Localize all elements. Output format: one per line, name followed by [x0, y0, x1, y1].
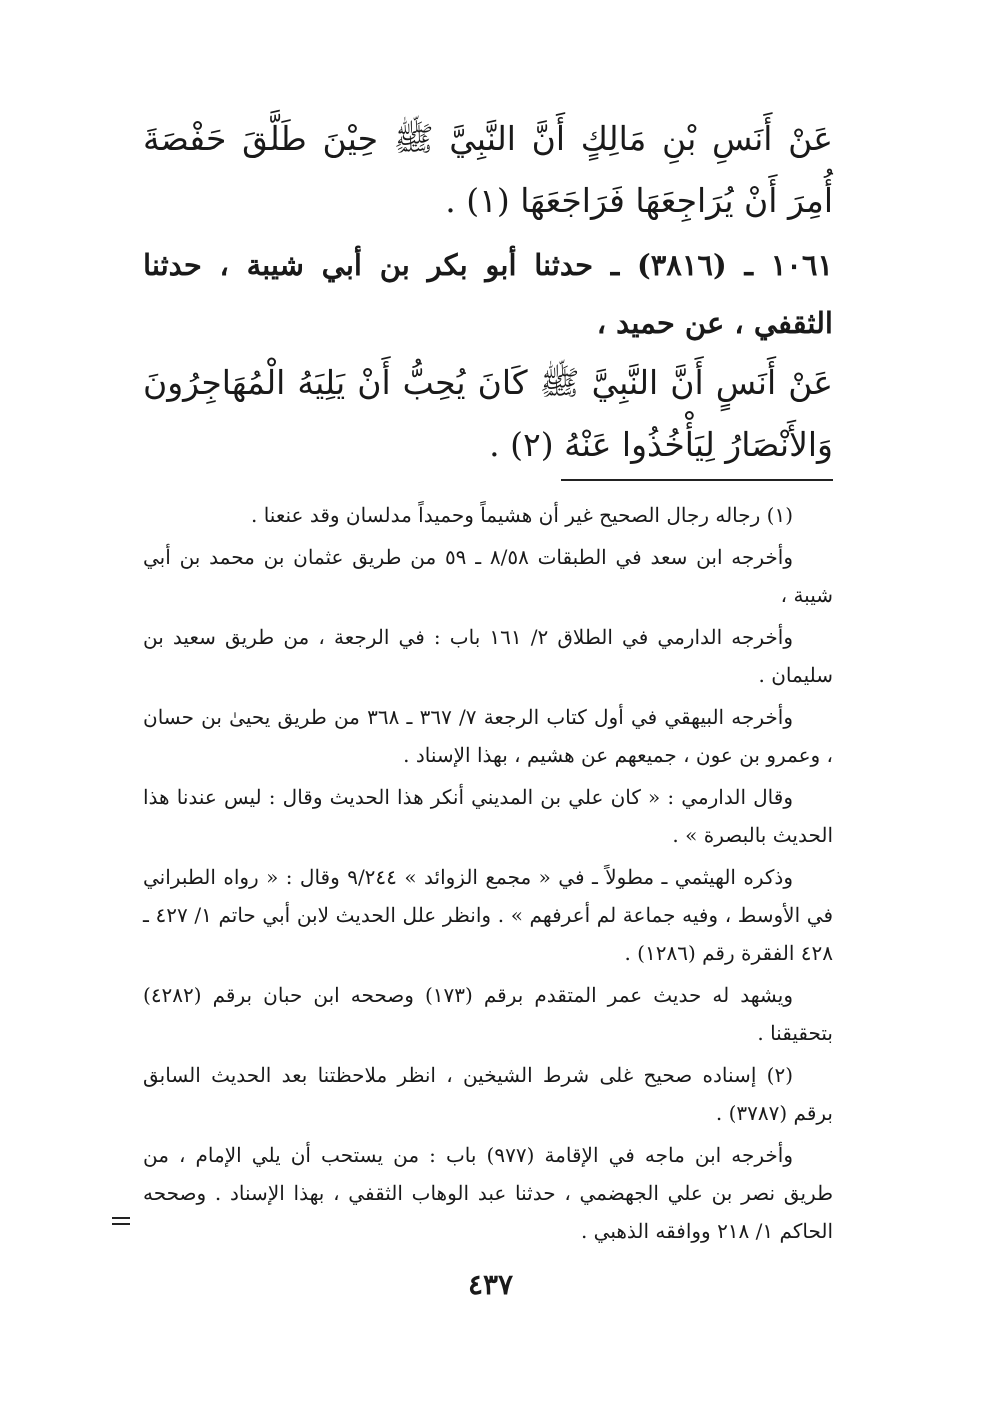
footnote-paragraph: وأخرجه ابن سعد في الطبقات ٨/٥٨ ـ ٥٩ من طريق عثمان بن محمد بن أبي شيبة ،	[143, 545, 833, 607]
footnote-paragraph: وأخرجه ابن ماجه في الإقامة (٩٧٧) باب : من يستحب أن يلي الإمام ، من طريق نصر بن علي الجهضمي ، حدثنا عبد الوهاب الثقفي ، بهذا الإسناد . وصححه الحاكم ١/ ٢١٨ ووافقه الذهبي .	[143, 1143, 833, 1243]
hadith-text-2: عَنْ أَنَسٍ أَنَّ النَّبِيَّ ﷺ كَانَ يُحِبُّ أَنْ يَلِيَهُ الْمُهَاجِرُونَ وَالأَنْصَارُ لِيَأْخُذُوا عَنْهُ (٢) .	[143, 363, 833, 464]
isnad-chain: ١٠٦١ ـ (٣٨١٦) ـ حدثنا أبو بكر بن أبي شيبة ، حدثنا الثقفي ، عن حميد ،	[143, 248, 833, 340]
page-number: ٤٣٧	[467, 1268, 514, 1301]
footnote-separator	[561, 479, 833, 481]
footnote-paragraph: ويشهد له حديث عمر المتقدم برقم (١٧٣) وصححه ابن حبان برقم (٤٢٨٢) بتحقيقنا .	[143, 983, 833, 1045]
footnote-paragraph: وأخرجه الدارمي في الطلاق ٢/ ١٦١ باب : في الرجعة ، من طريق سعيد بن سليمان .	[143, 625, 833, 687]
hadith-text-1: عَنْ أَنَسِ بْنِ مَالِكٍ أَنَّ النَّبِيَّ ﷺ حِيْنَ طَلَّقَ حَفْصَةَ أُمِرَ أَنْ يُرَاجِعَهَا فَرَاجَعَهَا (١) .	[143, 119, 833, 220]
footnote-paragraph: وأخرجه البيهقي في أول كتاب الرجعة ٧/ ٣٦٧ ـ ٣٦٨ من طريق يحيىٰ بن حسان ، وعمرو بن عون ، جميعهم عن هشيم ، بهذا الإسناد .	[143, 705, 833, 767]
footnote-paragraph: (١) رجاله رجال الصحيح غير أن هشيماً وحميداً مدلسان وقد عنعنا .	[251, 503, 793, 527]
footnote-paragraph: وذكره الهيثمي ـ مطولاً ـ في « مجمع الزوائد » ٩/٢٤٤ وقال : « رواه الطبراني في الأوسط ، وفيه جماعة لم أعرفهم » . وانظر علل الحديث لابن أبي حاتم ١/ ٤٢٧ ـ ٤٢٨ الفقرة رقم (١٢٨٦) .	[143, 865, 834, 965]
footnote-paragraph: (٢) إسناده صحيح غلى شرط الشيخين ، انظر ملاحظتنا بعد الحديث السابق برقم (٣٧٨٧) .	[143, 1063, 833, 1125]
footnote-paragraph: وقال الدارمي : « كان علي بن المديني أنكر هذا الحديث وقال : ليس عندنا هذا الحديث بالبصرة » .	[143, 785, 833, 847]
footnotes	[143, 496, 833, 1254]
continuation-mark	[112, 1217, 130, 1229]
